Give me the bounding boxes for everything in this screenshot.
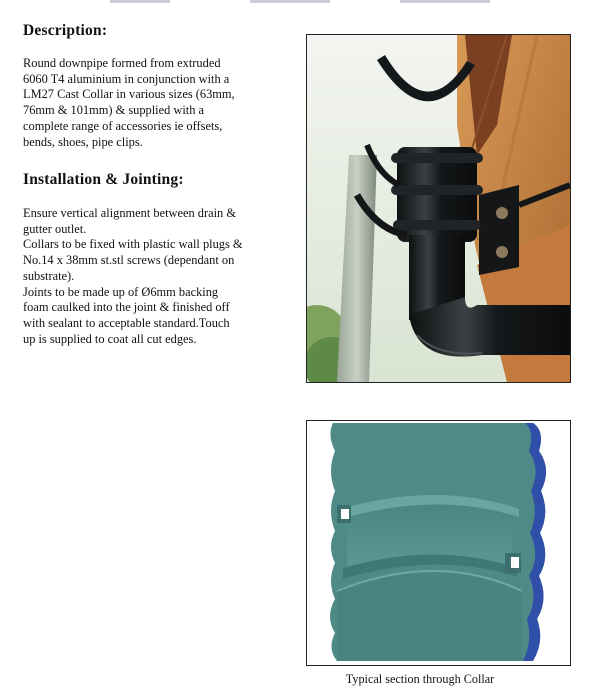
installation-line: Collars to be fixed with plastic wall plugs & <box>23 237 243 252</box>
installation-line: Joints to be made up of Ø6mm backing <box>23 284 219 299</box>
description-line: Round downpipe formed from extruded <box>23 56 221 70</box>
figure-caption: Typical section through Collar <box>345 672 495 686</box>
description-line: 6060 T4 aluminium in conjunction with a <box>23 71 230 86</box>
installation-line: substrate). <box>23 268 75 283</box>
description-line: complete range of accessories ie offsets, <box>23 118 223 133</box>
installation-text <box>23 206 285 347</box>
installation-line: No.14 x 38mm st.stl screws (dependant on <box>23 253 235 268</box>
installation-heading: Installation & Jointing: <box>23 171 184 188</box>
top-accent-bar <box>0 0 600 3</box>
installation-line: Ensure vertical alignment between drain & <box>23 206 236 220</box>
description-heading: Description: <box>23 22 108 39</box>
description-line: 76mm & 101mm) & supplied with a <box>23 103 205 118</box>
description-text <box>23 56 281 150</box>
installation-line: foam caulked into the joint & finished off <box>23 300 230 315</box>
collar-section-diagram <box>306 420 571 666</box>
description-line: LM27 Cast Collar in various sizes (63mm, <box>23 87 235 102</box>
installation-line: gutter outlet. <box>23 221 87 236</box>
installation-line: with sealant to acceptable standard.Touch <box>23 315 230 330</box>
description-line: bends, shoes, pipe clips. <box>23 134 143 149</box>
downpipe-photo <box>306 34 571 383</box>
installation-line: up is supplied to coat all cut edges. <box>23 331 197 346</box>
